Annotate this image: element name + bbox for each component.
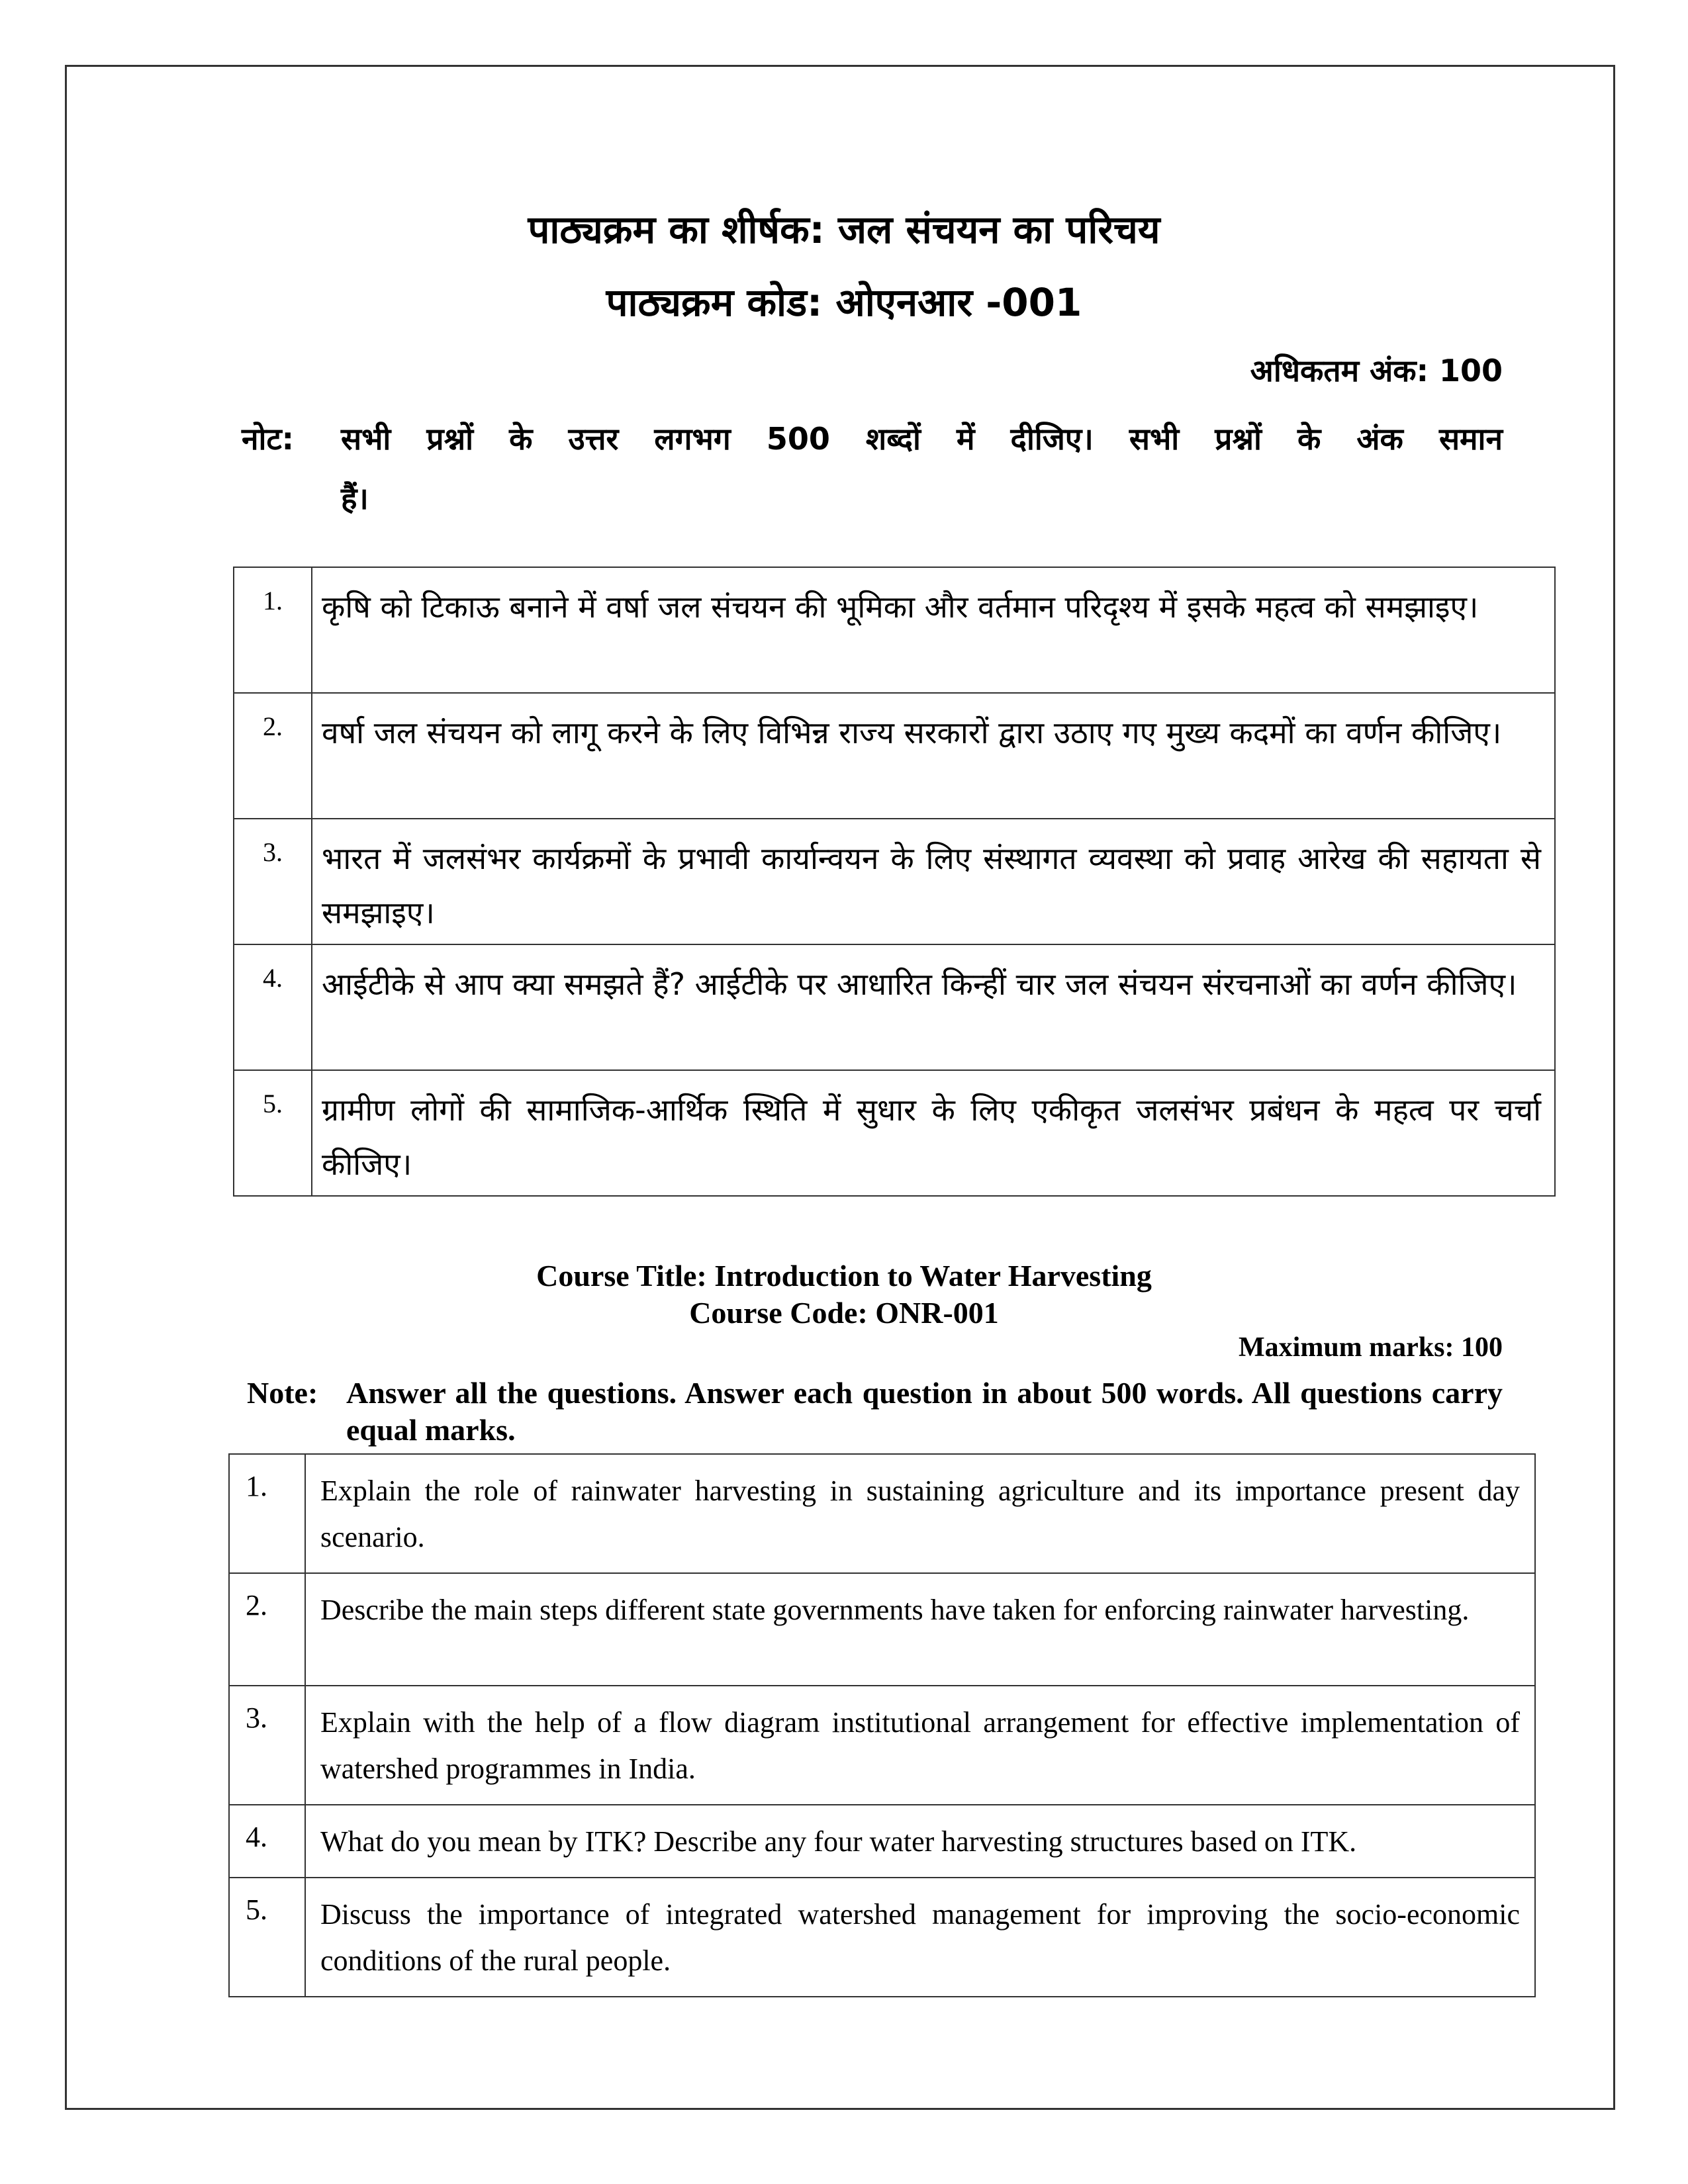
question-text: Explain the role of rainwater harvesting in sustaining agriculture and its importance present day scenario. <box>305 1454 1535 1573</box>
question-text: Explain with the help of a flow diagram institutional arrangement for effective implementation of watershed programmes in India. <box>305 1686 1535 1805</box>
table-row <box>229 1573 1535 1686</box>
question-number: 3. <box>229 1686 305 1805</box>
question-text: What do you mean by ITK? Describe any four water harvesting structures based on ITK. <box>305 1805 1535 1878</box>
english-note-label: Note: <box>247 1376 318 1410</box>
hindi-max-marks: अधिकतम अंक: 100 <box>1250 353 1503 388</box>
question-text: आईटीके से आप क्या समझते हैं? आईटीके पर आधारित किन्हीं चार जल संचयन संरचनाओं का वर्णन कीजिए। <box>312 944 1555 1070</box>
question-text: भारत में जलसंभर कार्यक्रमों के प्रभावी कार्यान्वयन के लिए संस्थागत व्यवस्था को प्रवाह आरेख की सहायता से समझाइए। <box>312 819 1555 944</box>
hindi-note <box>242 409 1503 528</box>
hindi-course-title: पाठ्यक्रम का शीर्षक: जल संचयन का परिचय <box>528 207 1160 252</box>
question-number: 2. <box>229 1573 305 1686</box>
question-number: 4. <box>234 944 312 1070</box>
question-number: 4. <box>229 1805 305 1878</box>
question-number: 1. <box>234 567 312 693</box>
hindi-note-label: नोट: <box>242 421 295 457</box>
question-number: 5. <box>234 1070 312 1196</box>
hindi-question-table <box>233 567 1556 1197</box>
english-question-table <box>228 1453 1536 1997</box>
hindi-note-text-continued: हैं। <box>341 480 369 516</box>
table-row <box>234 819 1555 944</box>
table-row <box>229 1686 1535 1805</box>
question-text: वर्षा जल संचयन को लागू करने के लिए विभिन्न राज्य सरकारों द्वारा उठाए गए मुख्य कदमों का वर्णन कीजिए। <box>312 693 1555 819</box>
english-course-code: Course Code: ONR-001 <box>689 1296 999 1330</box>
question-text: Discuss the importance of integrated watershed management for improving the socio-economic conditions of the rural people. <box>305 1878 1535 1997</box>
table-row <box>229 1878 1535 1997</box>
table-row <box>229 1454 1535 1573</box>
table-row <box>234 944 1555 1070</box>
table-row <box>234 567 1555 693</box>
question-number: 2. <box>234 693 312 819</box>
hindi-note-text: सभी प्रश्नों के उत्तर लगभग 500 शब्दों में दीजिए। सभी प्रश्नों के अंक समान <box>341 421 1503 457</box>
table-row <box>234 693 1555 819</box>
table-row <box>234 1070 1555 1196</box>
table-row <box>229 1805 1535 1878</box>
question-number: 3. <box>234 819 312 944</box>
question-text: कृषि को टिकाऊ बनाने में वर्षा जल संचयन की भूमिका और वर्तमान परिदृश्य में इसके महत्व को समझाइए। <box>312 567 1555 693</box>
question-number: 1. <box>229 1454 305 1573</box>
english-course-title: Course Title: Introduction to Water Harvesting <box>536 1259 1152 1293</box>
english-max-marks: Maximum marks: 100 <box>1239 1332 1503 1363</box>
english-note-text: Answer all the questions. Answer each question in about 500 words. All questions carry equal marks. <box>346 1376 1503 1447</box>
question-number: 5. <box>229 1878 305 1997</box>
hindi-course-code: पाठ्यक्रम कोड: ओएनआर -001 <box>606 280 1082 325</box>
question-text: Describe the main steps different state governments have taken for enforcing rainwater harvesting. <box>305 1573 1535 1686</box>
question-text: ग्रामीण लोगों की सामाजिक-आर्थिक स्थिति में सुधार के लिए एकीकृत जलसंभर प्रबंधन के महत्व पर चर्चा कीजिए। <box>312 1070 1555 1196</box>
english-note <box>247 1375 1503 1449</box>
